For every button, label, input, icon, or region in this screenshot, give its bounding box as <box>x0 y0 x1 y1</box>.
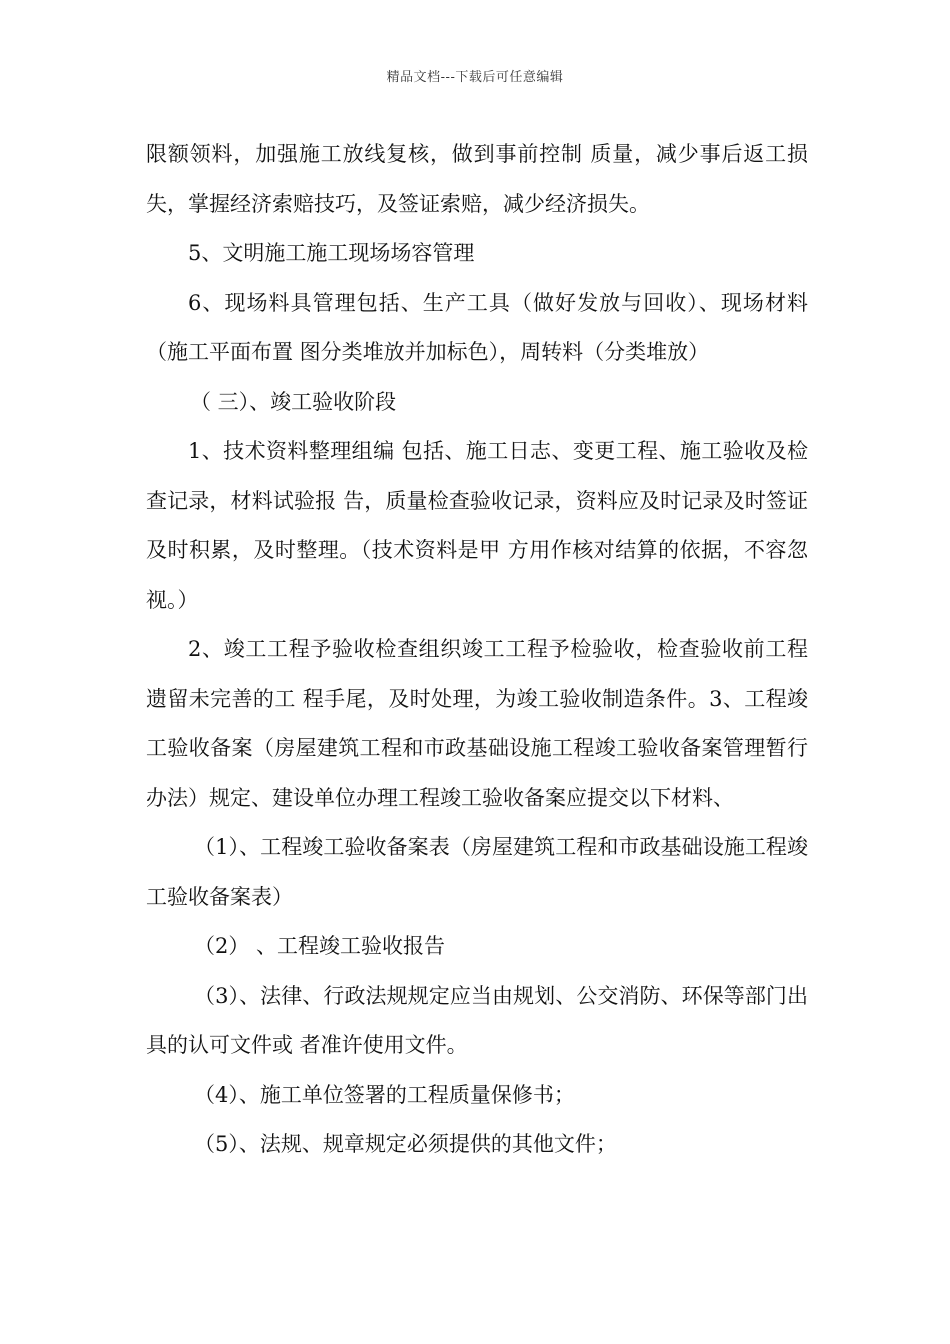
document-body <box>146 130 815 1170</box>
list-item-5: （5）、法规、规章规定必须提供的其他文件； <box>194 1132 617 1156</box>
list-item-1: （1）、工程竣工验收备案表（房屋建筑工程和市政基础设施工程竣工验收备案表） <box>146 835 808 909</box>
page-header: 精品文档---下载后可任意编辑 <box>386 70 564 85</box>
list-item-3: （3）、法律、行政法规规定应当由规划、公交消防、环保等部门出具的认可文件或 者准许使用文件。 <box>146 983 808 1057</box>
paragraph-item-5: 5、文明施工施工现场场容管理 <box>188 241 475 265</box>
paragraph-item-1: 1、技术资料整理组编 包括、施工日志、变更工程、施工验收及检查记录，材料试验报 告，质量检查验收记录，资料应及时记录及时签证及时积累，及时整理。（技术资料是甲 方用作核对结算的依据，不容忽视。） <box>146 439 808 612</box>
paragraph-item-2: 2、竣工工程予验收检查组织竣工工程予检验收，检查验收前工程遗留未完善的工 程手尾，及时处理，为竣工验收制造条件。3、工程竣工验收备案（房屋建筑工程和市政基础设施工程竣工验收备案管理暂行 办法）规定、建设单位办理工程竣工验收备案应提交以下材料、 <box>146 637 815 810</box>
list-item-2: （2） 、工程竣工验收报告 <box>194 934 446 958</box>
paragraph-item-6: 6、现场料具管理包括、生产工具（做好发放与回收）、现场材料（施工平面布置 图分类堆放并加标色），周转料（分类堆放） <box>146 290 808 364</box>
list-item-4: （4）、施工单位签署的工程质量保修书； <box>194 1082 575 1107</box>
section-heading: （ 三）、竣工验收阶段 <box>190 389 397 414</box>
paragraph-continuation: 限额领料，加强施工放线复核，做到事前控制 质量，减少事后返工损失，掌握经济索赔技巧，及签证索赔，减少经济损失。 <box>146 142 808 216</box>
